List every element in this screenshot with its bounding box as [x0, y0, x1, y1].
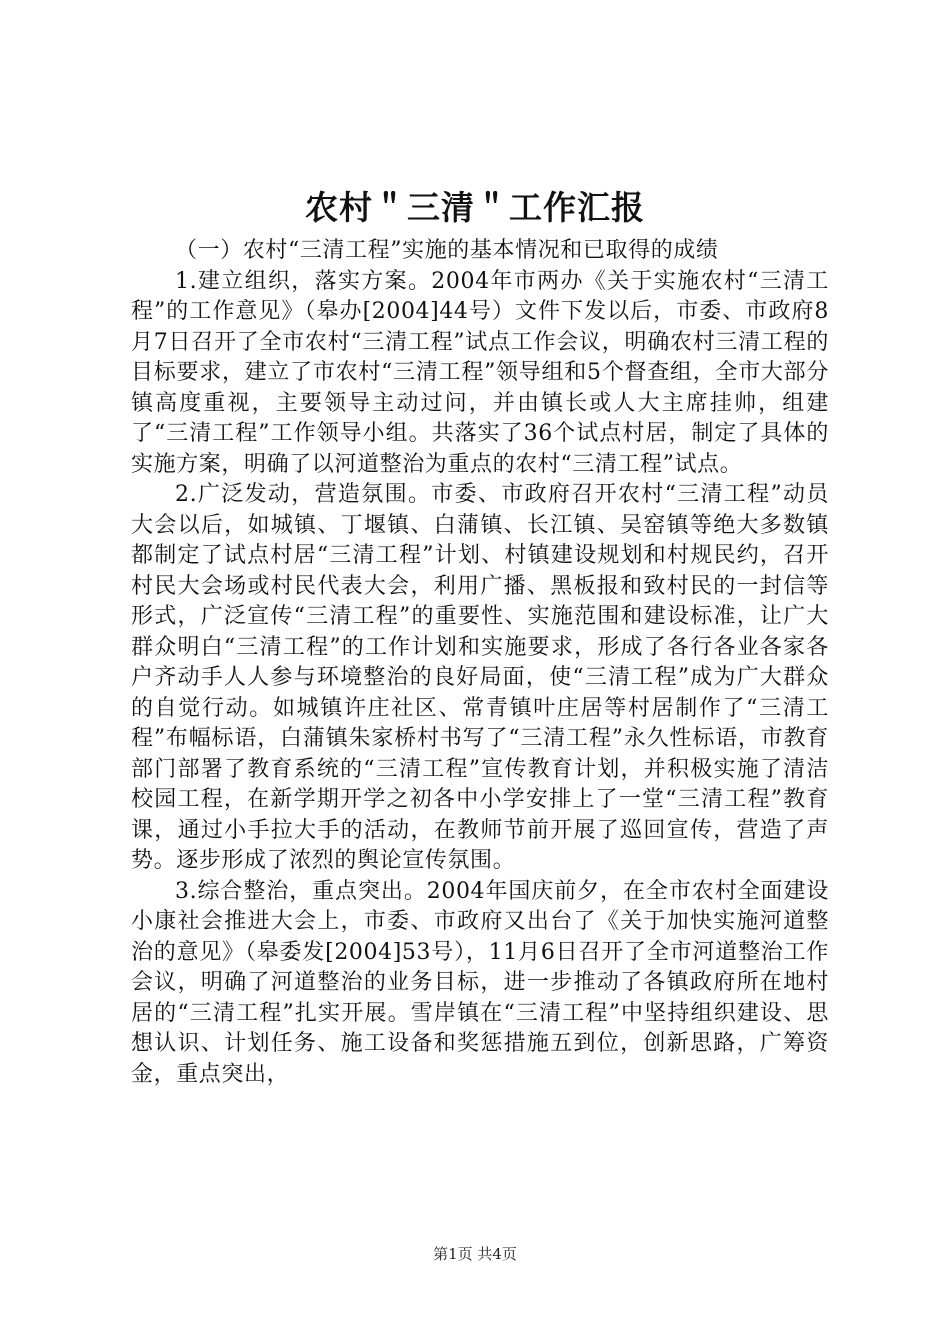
- paragraph-2: 2.广泛发动，营造氛围。市委、市政府召开农村“三清工程”动员大会以后，如城镇、丁堰镇、白蒲镇、长江镇、吴窑镇等绝大多数镇都制定了试点村居“三清工程”计划、村镇建设规划和村规民约，召开村民大会场或村民代表大会，利用广播、黑板报和致村民的一封信等形式，广泛宣传“三清工程”的重要性、实施范围和建设标准，让广大群众明白“三清工程”的工作计划和实施要求，形成了各行各业各家各户齐动手人人参与环境整治的良好局面，使“三清工程”成为广大群众的自觉行动。如城镇许庄社区、常青镇叶庄居等村居制作了“三清工程”布幅标语，白蒲镇朱家桥村书写了“三清工程”永久性标语，市教育部门部署了教育系统的“三清工程”宣传教育计划，并积极实施了清洁校园工程，在新学期开学之初各中小学安排上了一堂“三清工程”教育课，通过小手拉大手的活动，在教师节前开展了巡回宣传，营造了声势。逐步形成了浓烈的舆论宣传氛围。: [131, 482, 829, 873]
- document-body: [131, 236, 829, 1090]
- paragraph-1: 1.建立组织，落实方案。2004年市两办《关于实施农村“三清工程”的工作意见》（皋办[2004]44号）文件下发以后，市委、市政府8月7日召开了全市农村“三清工程”试点工作会议，明确农村三清工程的目标要求，建立了市农村“三清工程”领导组和5个督查组，全市大部分镇高度重视，主要领导主动过问，并由镇长或人大主席挂帅，组建了“三清工程”工作领导小组。共落实了36个试点村居，制定了具体的实施方案，明确了以河道整治为重点的农村“三清工程”试点。: [131, 268, 829, 477]
- section-heading: （一）农村“三清工程”实施的基本情况和已取得的成绩: [175, 238, 719, 263]
- document-title: 农村＂三清＂工作汇报: [305, 188, 645, 227]
- paragraph-3: 3.综合整治，重点突出。2004年国庆前夕，在全市农村全面建设小康社会推进大会上，市委、市政府又出台了《关于加快实施河道整治的意见》（皋委发[2004]53号），11月6日召开了全市河道整治工作会议，明确了河道整治的业务目标，进一步推动了各镇政府所在地村居的“三清工程”扎实开展。雪岸镇在“三清工程”中坚持组织建设、思想认识、计划任务、施工设备和奖惩措施五到位，创新思路，广筹资金，重点突出，: [131, 878, 829, 1087]
- page-footer: 第1页 共4页: [433, 1245, 517, 1263]
